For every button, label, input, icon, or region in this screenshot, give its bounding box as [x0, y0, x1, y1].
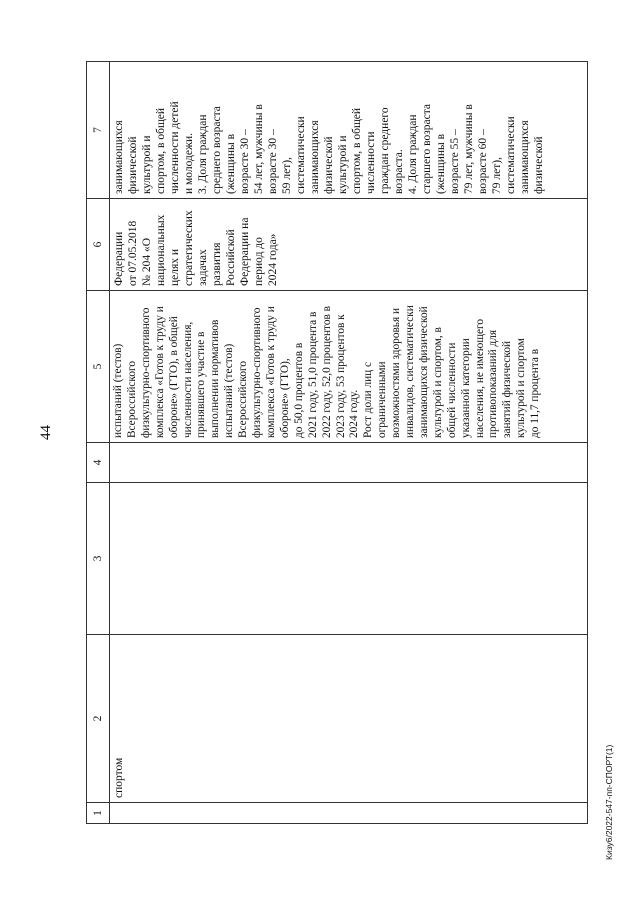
text-line: до 11,7 процента в — [529, 348, 542, 438]
text-line: комплекса «Готов к труду и — [264, 306, 277, 438]
text-line: Российской — [225, 229, 237, 286]
text-line: систематически — [505, 116, 517, 194]
cell-col1 — [110, 803, 588, 824]
text-line: 2021 году, 51,0 процента в — [306, 311, 319, 438]
text-line: населения, не имеющего — [473, 318, 486, 438]
text-line: физической — [533, 136, 545, 194]
text-line: занимающихся — [519, 120, 531, 194]
text-line: Рост доли лиц с — [362, 361, 375, 438]
cell-col7 — [110, 62, 588, 199]
text-line: спортом, в общей — [351, 107, 363, 194]
header-cell-6: 6 — [87, 199, 110, 291]
header-cell-5: 5 — [87, 291, 110, 443]
text-line: занимающихся — [113, 120, 125, 194]
text-line: задачах — [197, 249, 209, 286]
text-line: до 50,0 процентов в — [292, 342, 305, 438]
text-line: возможностями здоровья и — [390, 307, 403, 438]
text-line: Всероссийского — [237, 361, 250, 438]
text-line: возрасте 30 – — [267, 129, 279, 194]
text-line: Федерации — [113, 231, 125, 286]
text-line: физической — [127, 136, 139, 194]
cell-col4 — [110, 443, 588, 483]
text-line: численности — [365, 131, 377, 194]
text-line: физической — [323, 136, 335, 194]
table-row — [110, 62, 588, 824]
text-line: культурой и спортом, в — [431, 327, 444, 438]
text-line: обороне» (ГТО), в общей — [167, 316, 180, 438]
text-line: 3. Доля граждан — [197, 114, 209, 194]
text-line: общей численности — [445, 342, 458, 438]
text-line: противопоказаний для — [487, 329, 500, 438]
text-line: возрасте 55 – — [449, 129, 461, 194]
header-cell-7: 7 — [87, 62, 110, 199]
text-line: 2024 году. — [348, 389, 361, 438]
text-line: указанной категории — [459, 338, 472, 438]
text-line: национальных — [155, 214, 167, 286]
text-line: культурой и спортом — [515, 338, 528, 438]
header-cell-2: 2 — [87, 635, 110, 803]
header-row — [87, 62, 110, 824]
text-line: (женщины в — [435, 133, 447, 194]
text-line: 54 лет, мужчины в — [253, 104, 265, 194]
text-line: целях и — [169, 248, 181, 286]
text-line: Всероссийского — [125, 361, 138, 438]
text-line: занимающихся — [309, 120, 321, 194]
text-line: инвалидов, систематически — [404, 305, 417, 438]
cell-col6 — [110, 199, 588, 291]
text-line: выполнении нормативов — [209, 319, 222, 438]
cell-col5 — [110, 291, 588, 443]
text-line: возрасте 60 – — [477, 129, 489, 194]
text-line: спортом, в общей — [155, 107, 167, 194]
text-line: возраста. — [393, 149, 405, 194]
data-table — [86, 61, 588, 824]
text-line: численности населения, — [181, 321, 194, 438]
text-line: 4. Доля граждан — [407, 114, 419, 194]
cell-col3 — [110, 483, 588, 635]
text-line: развития — [211, 242, 223, 286]
header-cell-4: 4 — [87, 443, 110, 483]
text-line: испытаний (тестов) — [223, 343, 236, 438]
text-line: культурой и — [337, 135, 349, 194]
cell-col2: спортом — [110, 635, 588, 803]
text-line: физкультурно-спортивного — [251, 307, 264, 438]
text-line: комплекса «Готов к труду и — [153, 306, 166, 438]
text-line: занимающихся физической — [417, 306, 430, 438]
text-line: принявшего участие в — [195, 331, 208, 438]
text-line: систематически — [295, 116, 307, 194]
document-code: Кизу6/2022-547-пп-СПОРТ(1) — [604, 744, 614, 860]
header-cell-3: 3 — [87, 483, 110, 635]
text-line: среднего возраста — [211, 106, 223, 194]
text-line: 2023 году, 53 процентов к — [334, 314, 347, 438]
text-line: граждан среднего — [379, 107, 391, 194]
text-line: (женщины в — [225, 133, 237, 194]
text-line: испытаний (тестов) — [112, 343, 124, 438]
text-line: обороне» (ГТО), — [278, 358, 291, 438]
text-line: 79 лет), — [491, 157, 503, 194]
text-line: занятий физической — [501, 340, 514, 438]
text-line: ограниченными — [376, 361, 389, 438]
text-line: 79 лет, мужчины в — [463, 104, 475, 194]
text-line: физкультурно-спортивного — [139, 307, 152, 438]
text-line: возрасте 30 – — [239, 129, 251, 194]
text-line: старшего возраста — [421, 103, 433, 194]
rotated-table-container — [86, 62, 588, 824]
text-line: № 204 «О — [141, 237, 153, 286]
text-line: 59 лет), — [281, 157, 293, 194]
text-line: 2024 года» — [267, 233, 279, 286]
page-number: 44 — [38, 425, 54, 440]
text-line: период до — [253, 237, 265, 286]
text-line: культурой и — [141, 135, 153, 194]
text-line: численности детей — [169, 101, 181, 194]
text-line: от 07.05.2018 — [127, 220, 139, 286]
text-line: 2022 году, 52,0 процентов в — [320, 306, 333, 438]
text-line: Федерации на — [239, 217, 251, 286]
text-line: и молодежи. — [183, 133, 195, 194]
header-cell-1: 1 — [87, 803, 110, 824]
text-line: стратегических — [183, 210, 195, 286]
